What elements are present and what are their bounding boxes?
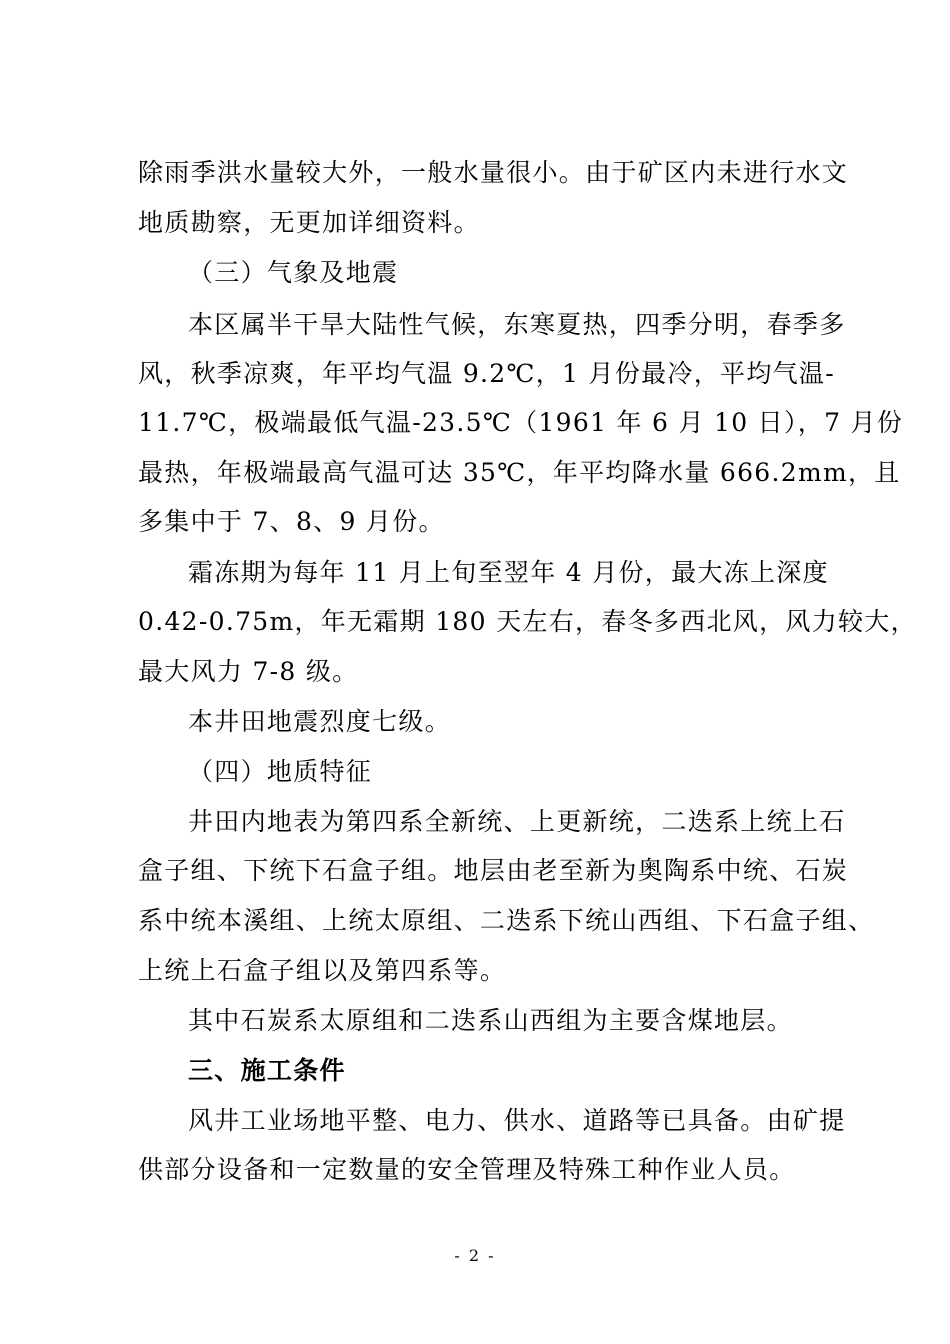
paragraph-line: 除雨季洪水量较大外，一般水量很小。由于矿区内未进行水文 xyxy=(138,158,849,187)
paragraph-line: 系中统本溪组、上统太原组、二迭系下统山西组、下石盒子组、 xyxy=(138,906,875,935)
paragraph-line: 霜冻期为每年 11 月上旬至翌年 4 月份，最大冻上深度 xyxy=(188,558,829,587)
paragraph-line: 井田内地表为第四系全新统、上更新统，二迭系上统上石 xyxy=(188,807,846,836)
paragraph-line: 地质勘察，无更加详细资料。 xyxy=(138,208,480,237)
paragraph-line: 最大风力 7-8 级。 xyxy=(138,657,359,686)
paragraph-line: 多集中于 7、8、9 月份。 xyxy=(138,507,445,536)
paragraph-line: 本区属半干旱大陆性气候，东寒夏热，四季分明，春季多 xyxy=(188,310,846,339)
paragraph-line: 盒子组、下统下石盒子组。地层由老至新为奥陶系中统、石炭 xyxy=(138,856,849,885)
paragraph-line: 0.42-0.75m，年无霜期 180 天左右，春冬多西北风，风力较大， xyxy=(138,607,917,636)
section-heading-geology: （四）地质特征 xyxy=(188,757,373,786)
paragraph-line: 本井田地震烈度七级。 xyxy=(188,707,452,736)
page-number: - 2 - xyxy=(454,1246,496,1265)
paragraph-line: 最热，年极端最高气温可达 35℃，年平均降水量 666.2mm，且 xyxy=(138,458,901,487)
paragraph-line: 供部分设备和一定数量的安全管理及特殊工种作业人员。 xyxy=(138,1155,796,1184)
paragraph-line: 风，秋季凉爽，年平均气温 9.2℃，1 月份最冷，平均气温- xyxy=(138,359,835,388)
section-heading-weather: （三）气象及地震 xyxy=(188,258,399,287)
paragraph-line: 风井工业场地平整、电力、供水、道路等已具备。由矿提 xyxy=(188,1106,846,1135)
paragraph-line: 其中石炭系太原组和二迭系山西组为主要含煤地层。 xyxy=(188,1006,793,1035)
paragraph-line: 11.7℃，极端最低气温-23.5℃（1961 年 6 月 10 日），7 月份 xyxy=(138,408,904,437)
paragraph-line: 上统上石盒子组以及第四系等。 xyxy=(138,956,507,985)
section-heading-construction: 三、施工条件 xyxy=(188,1056,346,1085)
